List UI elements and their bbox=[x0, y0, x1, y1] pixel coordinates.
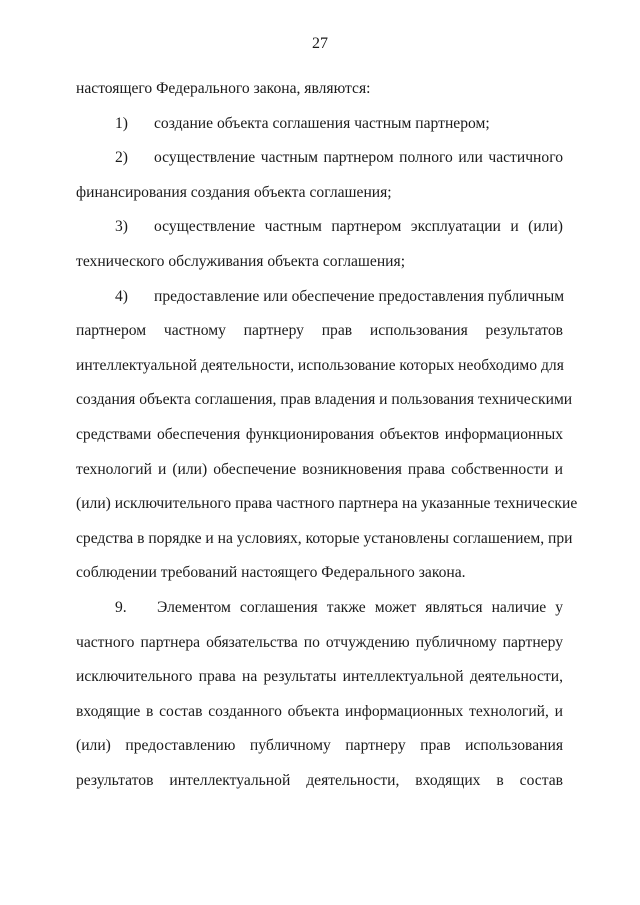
paragraph-text-continued: исключительного права на результаты интеллектуальной деятельности, bbox=[76, 668, 563, 686]
list-item-number: 2) bbox=[115, 149, 128, 167]
paragraph-number: 9. bbox=[115, 598, 127, 616]
list-item-text-continued: технического обслуживания объекта соглашения; bbox=[76, 252, 406, 270]
list-item-text-continued: финансирования создания объекта соглашения; bbox=[76, 183, 392, 201]
paragraph-9 bbox=[76, 591, 563, 799]
list-item-text-continued: средства в порядке и на условиях, которые установлены соглашением, при bbox=[76, 529, 573, 547]
list-item-text-continued: средствами обеспечения функционирования объектов информационных bbox=[76, 425, 563, 443]
list-item-text-continued: партнером частному партнеру прав использования результатов bbox=[76, 322, 563, 340]
list-item-text-continued: создания объекта соглашения, прав владения и пользования техническими bbox=[76, 391, 573, 409]
document-body bbox=[76, 72, 578, 798]
paragraph-text: Элементом соглашения также может являться наличие у bbox=[157, 598, 563, 616]
list-item-3 bbox=[76, 210, 563, 279]
list-item-2 bbox=[76, 141, 563, 210]
list-item-text: предоставление или обеспечение предоставления публичным bbox=[154, 287, 565, 305]
paragraph-text-continued: входящие в состав созданного объекта информационных технологий, и bbox=[76, 702, 563, 720]
list-item-1 bbox=[76, 107, 563, 142]
list-item-number: 4) bbox=[115, 287, 128, 305]
list-item-text: осуществление частным партнером полного или частичного bbox=[154, 149, 563, 167]
list-item-text: осуществление частным партнером эксплуатации и (или) bbox=[154, 218, 563, 236]
page-number: 27 bbox=[312, 35, 328, 52]
list-item-number: 1) bbox=[115, 114, 128, 132]
list-item-number: 3) bbox=[115, 218, 128, 236]
list-item-4 bbox=[76, 280, 578, 591]
list-item-text-continued: технологий и (или) обеспечение возникновения права собственности и bbox=[76, 460, 563, 478]
list-item-text-continued: соблюдении требований настоящего Федерального закона. bbox=[76, 564, 466, 582]
paragraph-text-continued: результатов интеллектуальной деятельности, входящих в состав bbox=[76, 771, 563, 789]
intro-line: настоящего Федерального закона, являются: bbox=[76, 80, 371, 97]
list-item-text: создание объекта соглашения частным партнером; bbox=[154, 114, 490, 132]
paragraph-text-continued: (или) предоставлению публичному партнеру прав использования bbox=[76, 737, 563, 755]
list-item-text-continued: (или) исключительного права частного партнера на указанные технические bbox=[76, 495, 578, 513]
list-item-text-continued: интеллектуальной деятельности, использование которых необходимо для bbox=[76, 356, 564, 374]
paragraph-text-continued: частного партнера обязательства по отчуждению публичному партнеру bbox=[76, 633, 563, 651]
